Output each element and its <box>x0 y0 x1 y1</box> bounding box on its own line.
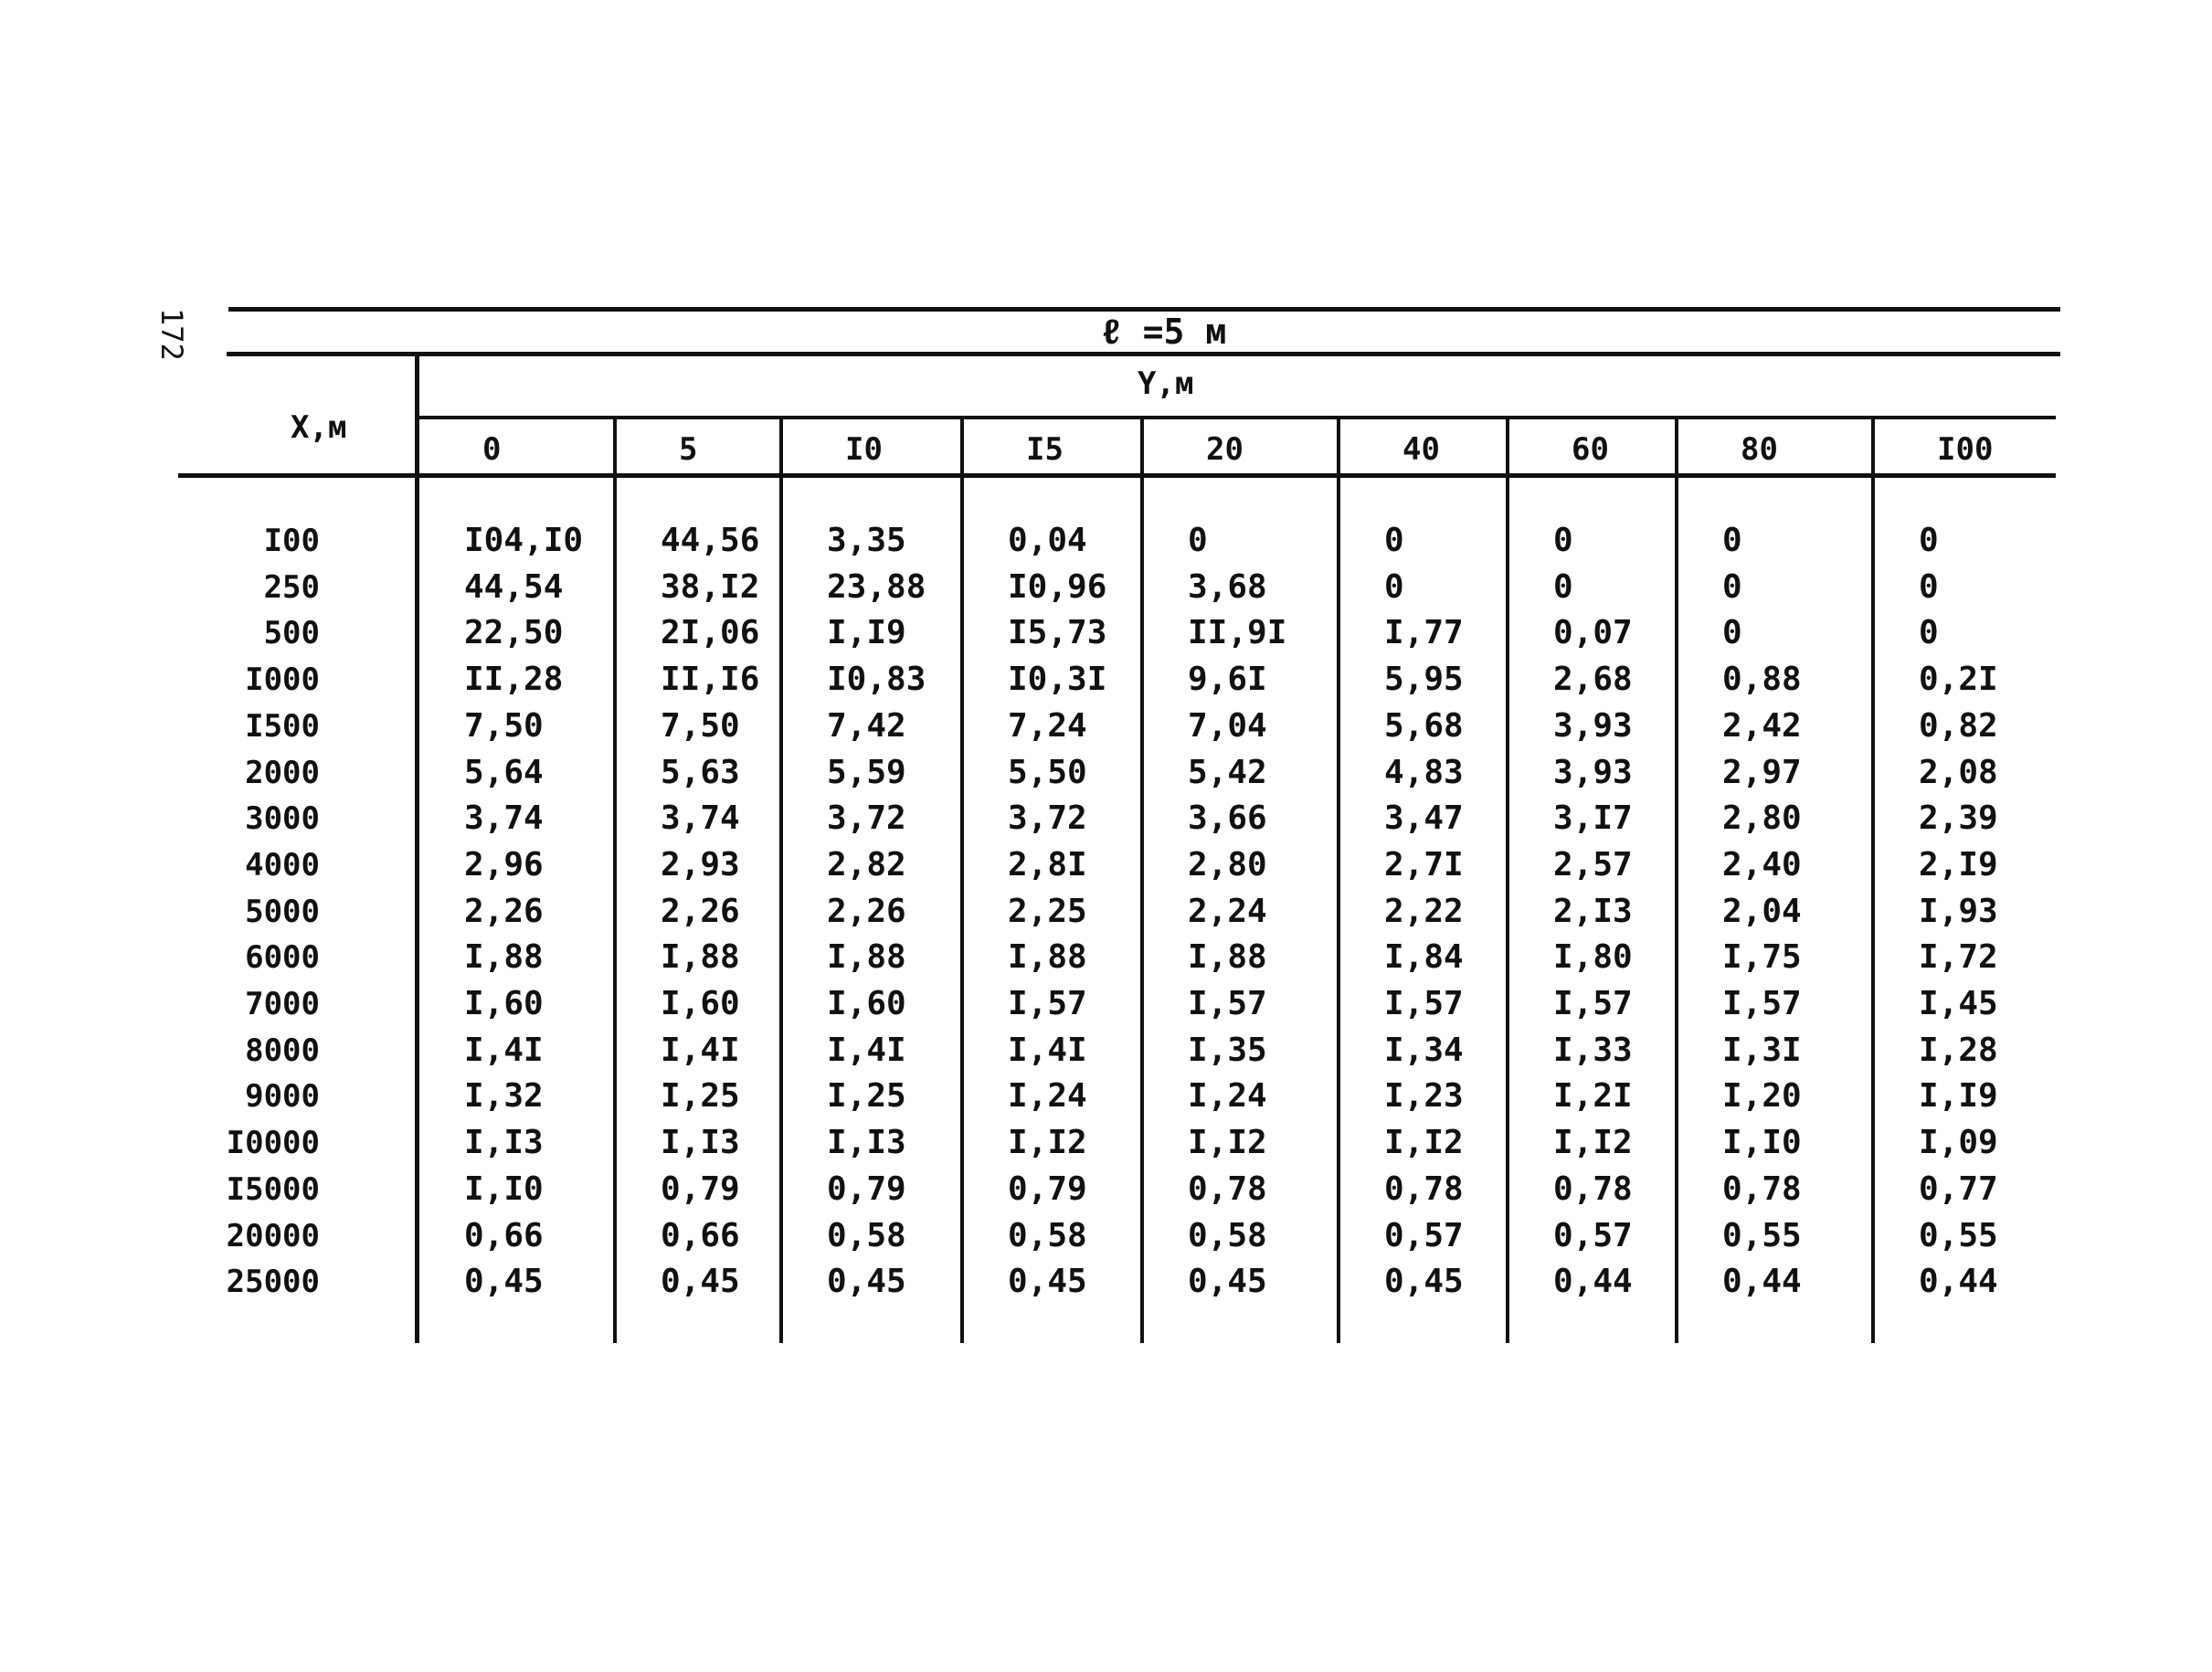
row-x-label: I000 <box>245 661 320 698</box>
row-x-label: 25000 <box>226 1264 320 1300</box>
table-cell: 0,45 <box>827 1263 906 1300</box>
table-cell: I,3I <box>1722 1032 1802 1069</box>
table-cell: I04,I0 <box>464 522 584 559</box>
table-cell: I,93 <box>1919 893 1998 930</box>
table-cell: 2I,06 <box>661 614 760 651</box>
table-cell: 0,66 <box>661 1217 740 1254</box>
table-cell: I,60 <box>464 985 544 1022</box>
table-cell: I,88 <box>827 938 906 976</box>
table-cell: 5,59 <box>827 754 906 791</box>
table-cell: 0 <box>1553 522 1573 559</box>
table-cell: I,I2 <box>1553 1124 1633 1161</box>
row-x-label: 5000 <box>245 894 320 930</box>
table-cell: 0 <box>1722 568 1742 606</box>
table-cell: 0 <box>1919 614 1939 651</box>
table-cell: 4,83 <box>1384 754 1464 791</box>
table-cell: I,I0 <box>464 1170 544 1208</box>
table-cell: I,28 <box>1919 1032 1998 1069</box>
row-x-label: 2000 <box>245 755 320 791</box>
y-axis-header: Y,м <box>1138 365 1194 402</box>
table-cell: I,I9 <box>1919 1077 1998 1115</box>
table-cell: I,4I <box>1008 1032 1087 1069</box>
table-cell: I,2I <box>1553 1077 1633 1115</box>
table-cell: 0,78 <box>1188 1170 1267 1208</box>
table-cell: 7,50 <box>464 707 544 745</box>
table-cell: 2,26 <box>827 893 906 930</box>
column-separator <box>1675 416 1678 1343</box>
table-cell: II,9I <box>1188 614 1287 651</box>
table-cell: 0,79 <box>827 1170 906 1208</box>
table-cell: I,88 <box>661 938 740 976</box>
table-cell: 0,58 <box>1188 1217 1267 1254</box>
table-cell: I,4I <box>827 1032 906 1069</box>
row-x-label: 250 <box>263 569 320 606</box>
row-x-label: 4000 <box>245 847 320 884</box>
table-cell: 2,04 <box>1722 893 1802 930</box>
table-cell: I,57 <box>1553 985 1633 1022</box>
table-cell: 3,66 <box>1188 799 1267 837</box>
table-cell: I,84 <box>1384 938 1464 976</box>
row-x-label: 8000 <box>245 1032 320 1069</box>
table-cell: 7,42 <box>827 707 906 745</box>
row-x-label: I5000 <box>226 1171 320 1208</box>
table-cell: 0,2I <box>1919 661 1998 698</box>
table-cell: 38,I2 <box>661 568 760 606</box>
table-cell: 2,39 <box>1919 799 1998 837</box>
table-cell: I0,3I <box>1008 661 1107 698</box>
table-cell: I,I3 <box>661 1124 740 1161</box>
table-cell: I,57 <box>1008 985 1087 1022</box>
table-cell: 5,42 <box>1188 754 1267 791</box>
table-cell: I,4I <box>464 1032 544 1069</box>
table-cell: I0,83 <box>827 661 926 698</box>
column-header: 60 <box>1572 431 1609 468</box>
row-x-label: 6000 <box>245 939 320 976</box>
table-cell: I,I3 <box>464 1124 544 1161</box>
table-cell: II,28 <box>464 661 564 698</box>
table-cell: 44,56 <box>661 522 760 559</box>
table-cell: I,I2 <box>1008 1124 1087 1161</box>
table-cell: I,88 <box>1188 938 1267 976</box>
table-cell: 0,44 <box>1722 1263 1802 1300</box>
table-cell: 0,77 <box>1919 1170 1998 1208</box>
table-cell: 7,50 <box>661 707 740 745</box>
table-cell: 0,44 <box>1553 1263 1633 1300</box>
table-cell: 0 <box>1384 522 1404 559</box>
table-cell: 3,72 <box>1008 799 1087 837</box>
table-cell: 2,57 <box>1553 846 1633 884</box>
column-separator <box>779 416 783 1343</box>
row-x-label: I500 <box>245 708 320 745</box>
table-cell: 0 <box>1384 568 1404 606</box>
table-cell: I,60 <box>827 985 906 1022</box>
table-cell: I,I2 <box>1384 1124 1464 1161</box>
column-separator <box>1871 416 1875 1343</box>
column-separator <box>1337 416 1340 1343</box>
x-axis-header: X,м <box>291 409 347 446</box>
table-cell: I,20 <box>1722 1077 1802 1115</box>
table-cell: I,57 <box>1384 985 1464 1022</box>
table-cell: 0,79 <box>661 1170 740 1208</box>
table-cell: 3,74 <box>464 799 544 837</box>
table-cell: I,32 <box>464 1077 544 1115</box>
table-cell: I,33 <box>1553 1032 1633 1069</box>
table-cell: I5,73 <box>1008 614 1107 651</box>
table-cell: 5,68 <box>1384 707 1464 745</box>
table-cell: 0,58 <box>827 1217 906 1254</box>
table-cell: I,24 <box>1188 1077 1267 1115</box>
y-header-rule <box>418 416 2056 419</box>
row-x-label: I00 <box>263 523 320 559</box>
table-cell: 0,78 <box>1553 1170 1633 1208</box>
table-cell: 2,68 <box>1553 661 1633 698</box>
title-rule <box>227 352 2060 356</box>
table-cell: I,88 <box>464 938 544 976</box>
table-cell: 0,04 <box>1008 522 1087 559</box>
table-cell: I,57 <box>1188 985 1267 1022</box>
table-cell: 2,80 <box>1722 799 1802 837</box>
table-cell: 2,96 <box>464 846 544 884</box>
table-cell: 0,07 <box>1553 614 1633 651</box>
table-cell: 0,45 <box>1384 1263 1464 1300</box>
column-separator <box>1140 416 1144 1343</box>
table-cell: 0 <box>1188 522 1208 559</box>
table-cell: 0,82 <box>1919 707 1998 745</box>
table-cell: 2,24 <box>1188 893 1267 930</box>
table-cell: 2,I9 <box>1919 846 1998 884</box>
table-cell: 3,72 <box>827 799 906 837</box>
table-cell: I,77 <box>1384 614 1464 651</box>
column-header: 0 <box>482 431 502 468</box>
table-cell: 5,64 <box>464 754 544 791</box>
table-cell: 2,I3 <box>1553 893 1633 930</box>
table-cell: I,I2 <box>1188 1124 1267 1161</box>
table-cell: 0,45 <box>661 1263 740 1300</box>
table-cell: 3,93 <box>1553 754 1633 791</box>
table-cell: I,80 <box>1553 938 1633 976</box>
table-cell: 2,25 <box>1008 893 1087 930</box>
table-cell: 0 <box>1919 568 1939 606</box>
table-cell: 0,78 <box>1384 1170 1464 1208</box>
table-cell: 0,45 <box>1008 1263 1087 1300</box>
column-header: I0 <box>845 431 883 468</box>
table-cell: II,I6 <box>661 661 760 698</box>
table-cell: 0,78 <box>1722 1170 1802 1208</box>
column-separator <box>613 416 617 1343</box>
column-header: 5 <box>679 431 698 468</box>
table-cell: 0 <box>1919 522 1939 559</box>
table-cell: 5,63 <box>661 754 740 791</box>
row-x-label: 20000 <box>226 1218 320 1254</box>
table-cell: I,57 <box>1722 985 1802 1022</box>
table-cell: I,25 <box>827 1077 906 1115</box>
table-cell: 9,6I <box>1188 661 1267 698</box>
row-x-label: 9000 <box>245 1078 320 1115</box>
table-cell: I,75 <box>1722 938 1802 976</box>
table-cell: 0 <box>1553 568 1573 606</box>
table-cell: 0,45 <box>464 1263 544 1300</box>
table-cell: 0,58 <box>1008 1217 1087 1254</box>
row-x-label: 7000 <box>245 986 320 1022</box>
table-cell: 2,8I <box>1008 846 1087 884</box>
table-cell: 2,26 <box>661 893 740 930</box>
row-x-label: I0000 <box>226 1125 320 1161</box>
table-cell: 3,I7 <box>1553 799 1633 837</box>
table-cell: 3,93 <box>1553 707 1633 745</box>
column-separator <box>1506 416 1509 1343</box>
table-cell: 0,55 <box>1722 1217 1802 1254</box>
table-cell: 0 <box>1722 614 1742 651</box>
table-cell: 0,44 <box>1919 1263 1998 1300</box>
table-cell: 0,57 <box>1553 1217 1633 1254</box>
table-cell: I,45 <box>1919 985 1998 1022</box>
table-cell: 3,35 <box>827 522 906 559</box>
table-cell: 5,50 <box>1008 754 1087 791</box>
table-cell: I,4I <box>661 1032 740 1069</box>
table-cell: 44,54 <box>464 568 564 606</box>
table-cell: 7,24 <box>1008 707 1087 745</box>
table-cell: I,34 <box>1384 1032 1464 1069</box>
table-cell: 0 <box>1722 522 1742 559</box>
header-bottom-rule <box>178 473 2056 478</box>
column-header: 80 <box>1741 431 1778 468</box>
row-x-label: 3000 <box>245 800 320 837</box>
table-cell: 2,08 <box>1919 754 1998 791</box>
x-column-separator <box>415 355 419 1343</box>
row-x-label: 500 <box>263 615 320 651</box>
table-cell: 0,66 <box>464 1217 544 1254</box>
table-cell: 5,95 <box>1384 661 1464 698</box>
table-cell: 2,26 <box>464 893 544 930</box>
table-cell: 2,82 <box>827 846 906 884</box>
table-cell: 23,88 <box>827 568 926 606</box>
table-cell: 2,80 <box>1188 846 1267 884</box>
table-cell: I,88 <box>1008 938 1087 976</box>
table-cell: 2,7I <box>1384 846 1464 884</box>
column-header: I5 <box>1026 431 1064 468</box>
table-cell: 3,74 <box>661 799 740 837</box>
table-cell: I,I3 <box>827 1124 906 1161</box>
table-cell: 2,40 <box>1722 846 1802 884</box>
table-cell: I0,96 <box>1008 568 1107 606</box>
table-cell: I,25 <box>661 1077 740 1115</box>
column-header: I00 <box>1937 431 1994 468</box>
column-separator <box>960 416 964 1343</box>
table-cell: I,I0 <box>1722 1124 1802 1161</box>
table-cell: 2,93 <box>661 846 740 884</box>
table-cell: 22,50 <box>464 614 564 651</box>
table-cell: I,23 <box>1384 1077 1464 1115</box>
table-cell: 3,68 <box>1188 568 1267 606</box>
table-cell: I,60 <box>661 985 740 1022</box>
table-cell: 0,55 <box>1919 1217 1998 1254</box>
table-cell: 0,88 <box>1722 661 1802 698</box>
table-cell: I,24 <box>1008 1077 1087 1115</box>
table-cell: 0,57 <box>1384 1217 1464 1254</box>
table-cell: 2,22 <box>1384 893 1464 930</box>
table-cell: 0,79 <box>1008 1170 1087 1208</box>
table-cell: 3,47 <box>1384 799 1464 837</box>
table-cell: I,72 <box>1919 938 1998 976</box>
table-cell: I,I9 <box>827 614 906 651</box>
table-cell: I,09 <box>1919 1124 1998 1161</box>
table-cell: 0,45 <box>1188 1263 1267 1300</box>
page-number: 172 <box>154 308 189 361</box>
table-cell: I,35 <box>1188 1032 1267 1069</box>
table-title: ℓ =5 м <box>1101 312 1227 352</box>
table-cell: 7,04 <box>1188 707 1267 745</box>
column-header: 20 <box>1206 431 1244 468</box>
table-cell: 2,42 <box>1722 707 1802 745</box>
table-cell: 2,97 <box>1722 754 1802 791</box>
column-header: 40 <box>1402 431 1440 468</box>
